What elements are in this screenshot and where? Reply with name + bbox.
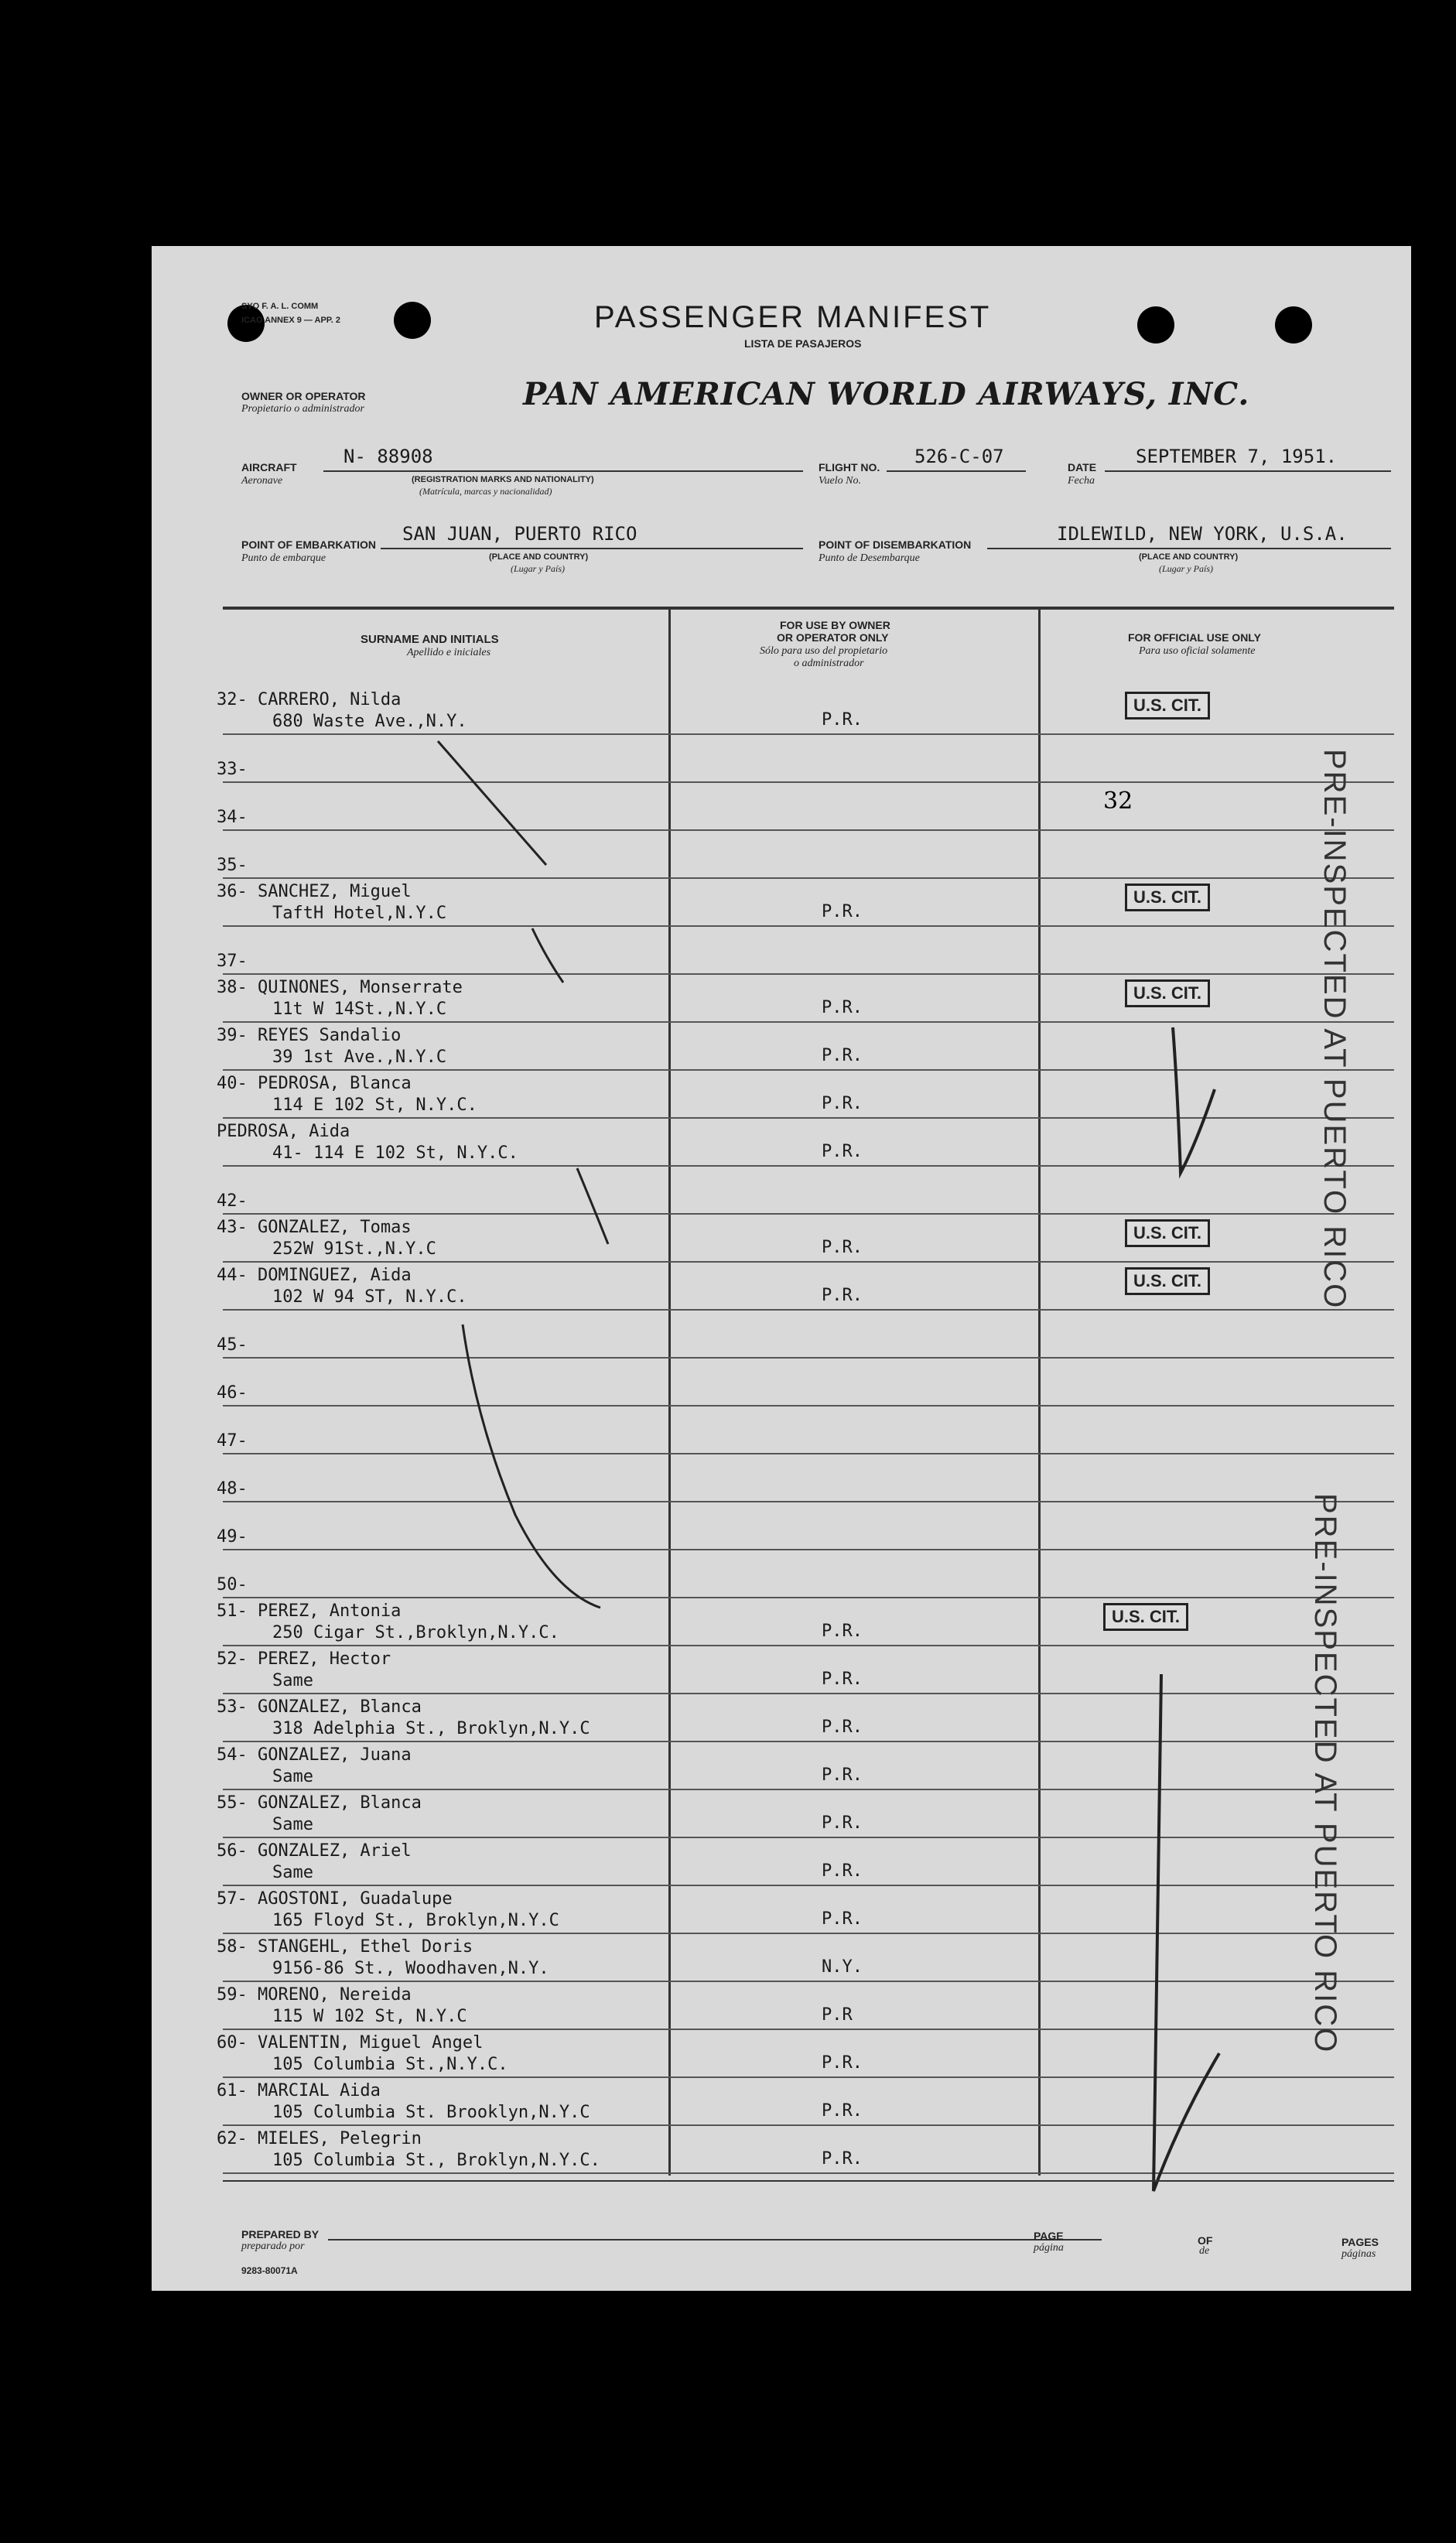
row-number: 46- <box>217 1383 248 1403</box>
embark-caption-es: (Lugar y País) <box>511 563 565 574</box>
passenger-address: Same <box>272 1815 313 1834</box>
passenger-address: 102 W 94 ST, N.Y.C. <box>272 1287 467 1307</box>
column-header-operator-es1: Sólo para uso del propietario <box>760 645 888 657</box>
operator-code: P.R. <box>822 1046 863 1065</box>
operator-code: P.R. <box>822 2101 863 2121</box>
operator-code: P.R <box>822 2005 853 2025</box>
passenger-address: 39 1st Ave.,N.Y.C <box>272 1048 447 1067</box>
row-number: 34- <box>217 808 248 827</box>
passenger-name: 58- STANGEHL, Ethel Doris <box>217 1937 473 1957</box>
us-citizen-stamp: U.S. CIT. <box>1125 884 1210 911</box>
passenger-address: 105 Columbia St.,N.Y.C. <box>272 2055 508 2074</box>
operator-code: P.R. <box>822 1765 863 1785</box>
passenger-name: 36- SANCHEZ, Miguel <box>217 882 412 901</box>
row-number: 42- <box>217 1191 248 1211</box>
owner-label: OWNER OR OPERATOR <box>241 390 366 402</box>
passenger-name: 32- CARRERO, Nilda <box>217 690 402 709</box>
passenger-name: 40- PEDROSA, Blanca <box>217 1074 412 1093</box>
column-header-surname: SURNAME AND INITIALS <box>361 633 499 646</box>
operator-code: P.R. <box>822 1861 863 1881</box>
passenger-address: 41- 114 E 102 St, N.Y.C. <box>272 1143 518 1163</box>
operator-code: P.R. <box>822 1142 863 1161</box>
pen-strokes <box>152 246 1411 2291</box>
passenger-name: 51- PEREZ, Antonia <box>217 1601 402 1621</box>
aircraft-caption: (REGISTRATION MARKS AND NATIONALITY) <box>412 475 594 484</box>
page-label-es: página <box>1034 2242 1064 2254</box>
operator-code: P.R. <box>822 902 863 921</box>
row-number: 35- <box>217 856 248 875</box>
official-note: 32 <box>1103 788 1133 815</box>
operator-code: P.R. <box>822 2149 863 2169</box>
operator-code: P.R. <box>822 1094 863 1113</box>
flight-label-es: Vuelo No. <box>819 475 861 487</box>
form-number: 9283-80071A <box>241 2265 298 2276</box>
passenger-address: TaftH Hotel,N.Y.C <box>272 904 447 923</box>
prepared-by-label: PREPARED BY <box>241 2228 320 2241</box>
operator-code: P.R. <box>822 1718 863 1737</box>
aircraft-label: AIRCRAFT <box>241 461 297 473</box>
operator-code: P.R. <box>822 1909 863 1929</box>
passenger-name: 44- DOMINGUEZ, Aida <box>217 1266 412 1285</box>
column-header-surname-es: Apellido e iniciales <box>407 647 491 658</box>
page-subtitle: LISTA DE PASAJEROS <box>744 337 862 350</box>
column-header-operator-2: OR OPERATOR ONLY <box>777 631 889 644</box>
passenger-address: 105 Columbia St., Broklyn,N.Y.C. <box>272 2151 600 2170</box>
column-header-official-es: Para uso oficial solamente <box>1139 645 1256 657</box>
embark-label: POINT OF EMBARKATION <box>241 538 376 551</box>
flight-value: 526-C-07 <box>914 446 1004 467</box>
passenger-name: 62- MIELES, Pelegrin <box>217 2129 422 2148</box>
pages-label-es: páginas <box>1342 2248 1376 2260</box>
us-citizen-stamp: U.S. CIT. <box>1103 1603 1188 1631</box>
disembark-value: IDLEWILD, NEW YORK, U.S.A. <box>1057 523 1348 545</box>
disembark-label: POINT OF DISEMBARKATION <box>819 538 972 551</box>
row-number: 47- <box>217 1431 248 1451</box>
row-number: 50- <box>217 1575 248 1595</box>
page-label: PAGE <box>1034 2230 1064 2242</box>
passenger-address: Same <box>272 1767 313 1786</box>
us-citizen-stamp: U.S. CIT. <box>1125 1219 1210 1247</box>
prepared-by-label-es: preparado por <box>241 2241 305 2252</box>
embark-caption: (PLACE AND COUNTRY) <box>489 552 589 562</box>
passenger-address: 105 Columbia St. Brooklyn,N.Y.C <box>272 2103 590 2122</box>
passenger-name: 39- REYES Sandalio <box>217 1026 402 1045</box>
row-number: 48- <box>217 1479 248 1499</box>
passenger-address: 252W 91St.,N.Y.C <box>272 1239 436 1259</box>
operator-code: N.Y. <box>822 1957 863 1977</box>
date-label-es: Fecha <box>1068 475 1095 487</box>
passenger-address: 9156-86 St., Woodhaven,N.Y. <box>272 1959 549 1978</box>
aircraft-label-es: Aeronave <box>241 475 283 487</box>
table-bottom-rule <box>223 2180 1394 2182</box>
passenger-address: 115 W 102 St, N.Y.C <box>272 2007 467 2026</box>
operator-code: P.R. <box>822 998 863 1017</box>
passenger-address: 250 Cigar St.,Broklyn,N.Y.C. <box>272 1623 559 1642</box>
manifest-sheet <box>152 246 1411 2291</box>
disembark-label-es: Punto de Desembarque <box>819 552 920 564</box>
aircraft-value: N- 88908 <box>343 446 433 467</box>
of-label-es: de <box>1199 2245 1210 2257</box>
prepared-by-line <box>328 2239 1102 2241</box>
of-label: OF <box>1198 2234 1213 2247</box>
column-header-official: FOR OFFICIAL USE ONLY <box>1128 631 1261 644</box>
date-label: DATE <box>1068 461 1097 473</box>
column-header-operator-es2: o administrador <box>794 658 864 669</box>
passenger-address: Same <box>272 1671 313 1690</box>
operator-code: P.R. <box>822 1622 863 1641</box>
flight-label: FLIGHT NO. <box>819 461 880 473</box>
operator-code: P.R. <box>822 2053 863 2073</box>
passenger-address: 11t W 14St.,N.Y.C <box>272 1000 447 1019</box>
date-value: SEPTEMBER 7, 1951. <box>1136 446 1338 467</box>
passenger-name: 61- MARCIAL Aida <box>217 2081 381 2100</box>
us-citizen-stamp: U.S. CIT. <box>1125 692 1210 719</box>
passenger-address: 165 Floyd St., Broklyn,N.Y.C <box>272 1911 559 1930</box>
passenger-name: 60- VALENTIN, Miguel Angel <box>217 2033 484 2053</box>
operator-code: P.R. <box>822 1238 863 1257</box>
row-number: 49- <box>217 1527 248 1547</box>
page-title: PASSENGER MANIFEST <box>594 300 992 334</box>
pages-label: PAGES <box>1342 2236 1379 2248</box>
passenger-name: 55- GONZALEZ, Blanca <box>217 1793 422 1813</box>
disembark-caption-es: (Lugar y País) <box>1159 563 1213 574</box>
row-number: 37- <box>217 952 248 971</box>
passenger-name: 59- MORENO, Nereida <box>217 1985 412 2005</box>
operator-code: P.R. <box>822 1286 863 1305</box>
row-number: 33- <box>217 760 248 779</box>
passenger-name: 54- GONZALEZ, Juana <box>217 1745 412 1765</box>
operator-code: P.R. <box>822 710 863 730</box>
embark-label-es: Punto de embarque <box>241 552 326 564</box>
operator-name: PAN AMERICAN WORLD AIRWAYS, INC. <box>523 376 1250 412</box>
disembark-caption: (PLACE AND COUNTRY) <box>1139 552 1239 562</box>
passenger-name: PEDROSA, Aida <box>217 1122 350 1141</box>
passenger-name: 56- GONZALEZ, Ariel <box>217 1841 412 1861</box>
passenger-name: 43- GONZALEZ, Tomas <box>217 1218 412 1237</box>
passenger-name: 52- PEREZ, Hector <box>217 1649 391 1669</box>
passenger-name: 53- GONZALEZ, Blanca <box>217 1697 422 1717</box>
row-number: 45- <box>217 1335 248 1355</box>
form-reference-1: SYO F. A. L. COMM <box>241 302 319 311</box>
operator-code: P.R. <box>822 1670 863 1689</box>
owner-label-es: Propietario o administrador <box>241 403 364 415</box>
passenger-name: 38- QUINONES, Monserrate <box>217 978 463 997</box>
pre-inspected-stamp: PRE-INSPECTED AT PUERTO RICO <box>1308 1493 1342 2054</box>
column-header-operator-1: FOR USE BY OWNER <box>780 619 890 631</box>
us-citizen-stamp: U.S. CIT. <box>1125 979 1210 1007</box>
passenger-address: 680 Waste Ave.,N.Y. <box>272 712 467 731</box>
passenger-address: Same <box>272 1863 313 1882</box>
passenger-address: 114 E 102 St, N.Y.C. <box>272 1095 477 1115</box>
aircraft-caption-es: (Matrícula, marcas y nacionalidad) <box>419 486 552 497</box>
form-reference-2: ICAO ANNEX 9 — APP. 2 <box>241 316 340 325</box>
embark-value: SAN JUAN, PUERTO RICO <box>402 523 637 545</box>
passenger-name: 57- AGOSTONI, Guadalupe <box>217 1889 453 1909</box>
operator-code: P.R. <box>822 1813 863 1833</box>
us-citizen-stamp: U.S. CIT. <box>1125 1267 1210 1295</box>
pre-inspected-stamp: PRE-INSPECTED AT PUERTO RICO <box>1318 749 1352 1310</box>
passenger-address: 318 Adelphia St., Broklyn,N.Y.C <box>272 1719 590 1738</box>
